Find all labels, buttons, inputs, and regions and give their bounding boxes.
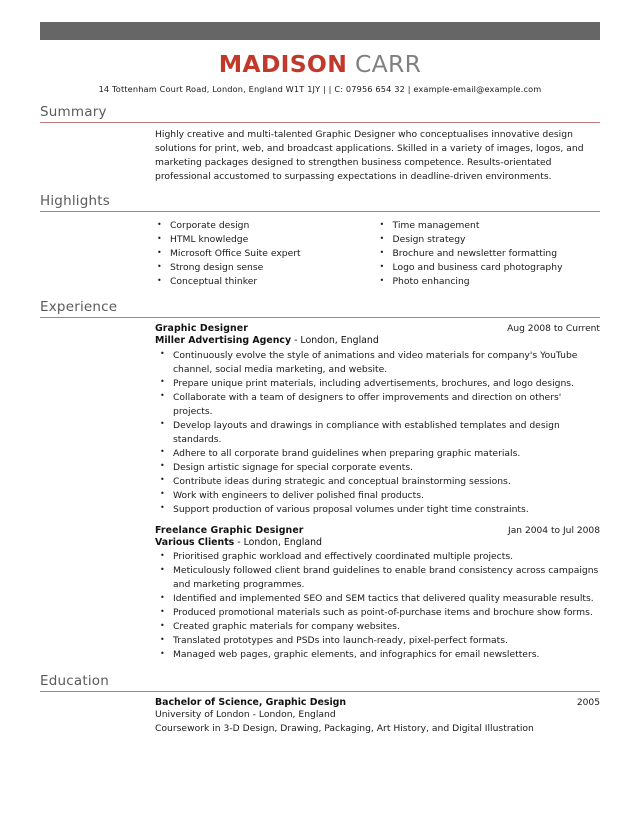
section-highlights — [0, 190, 640, 289]
job-location: - London, England — [291, 335, 379, 347]
resume-header — [0, 50, 640, 94]
education-degree: Bachelor of Science, Graphic Design — [155, 696, 347, 708]
list-item: • Microsoft Office Suite expert — [155, 247, 378, 261]
list-item: • Conceptual thinker — [155, 275, 378, 289]
list-item: • Identified and implemented SEO and SEM tactics that delivered quality measurable results. — [155, 592, 600, 606]
list-item: • Photo enhancing — [378, 275, 601, 289]
section-summary-body — [155, 123, 600, 184]
job-bullet-list — [155, 550, 600, 662]
last-name: CARR — [354, 50, 422, 78]
list-item: • Collaborate with a team of designers to offer improvements and direction on others' projects. — [155, 391, 600, 419]
list-item: • Logo and business card photography — [378, 261, 601, 275]
first-name: MADISON — [218, 50, 348, 78]
list-item: • Corporate design — [155, 219, 378, 233]
list-item: • Work with engineers to deliver polished final products. — [155, 489, 600, 503]
list-item: • Managed web pages, graphic elements, and infographics for email newsletters. — [155, 648, 600, 662]
education-school: University of London - London, England — [155, 708, 336, 720]
section-highlights-title: Highlights — [40, 193, 110, 210]
section-education-head — [40, 670, 600, 692]
highlights-list-left — [155, 219, 378, 289]
highlights-columns — [155, 217, 600, 289]
section-summary-head — [40, 101, 600, 123]
list-item: • Strong design sense — [155, 261, 378, 275]
section-experience — [0, 296, 640, 662]
highlights-column-left — [155, 219, 378, 289]
section-education-title: Education — [40, 673, 110, 690]
education-degree-row — [155, 697, 600, 708]
summary-text: Highly creative and multi-talented Graphic Designer who conceptualises innovative design solutions for print, web, and broadcast applications. Skilled in a variety of images, logos, and marketing packages designed to strengthen business competence. Results-orientated professional accustomed to surpassing expectations in deadline-driven environments. — [155, 128, 584, 182]
education-year: 2005 — [576, 697, 600, 708]
job-company-row — [155, 536, 600, 550]
job-title-row — [155, 525, 600, 536]
section-summary — [0, 101, 640, 184]
section-highlights-head — [40, 190, 600, 212]
section-experience-body — [155, 318, 600, 662]
list-item: • Brochure and newsletter formatting — [378, 247, 601, 261]
job-company: Various Clients — [155, 536, 235, 548]
highlights-list-right — [378, 219, 601, 289]
experience-entry — [155, 525, 600, 663]
job-company-row — [155, 334, 600, 348]
list-item: • Design artistic signage for special corporate events. — [155, 461, 600, 475]
list-item: • Contribute ideas during strategic and conceptual brainstorming sessions. — [155, 475, 600, 489]
resume-content — [0, 50, 640, 736]
highlights-column-right — [378, 219, 601, 289]
list-item: • Prepare unique print materials, including advertisements, brochures, and logo designs. — [155, 377, 600, 391]
job-company: Miller Advertising Agency — [155, 335, 292, 347]
list-item: • Created graphic materials for company websites. — [155, 620, 600, 634]
list-item: • Develop layouts and drawings in compliance with established templates and design standards. — [155, 419, 600, 447]
list-item: • Design strategy — [378, 233, 601, 247]
list-item: • Support production of various proposal volumes under tight time constraints. — [155, 503, 600, 517]
list-item: • Adhere to all corporate brand guidelines when preparing graphic materials. — [155, 447, 600, 461]
education-coursework: Coursework in 3-D Design, Drawing, Packaging, Art History, and Digital Illustration — [155, 722, 534, 734]
job-dates: Aug 2008 to Current — [507, 324, 600, 335]
list-item: • Translated prototypes and PSDs into launch-ready, pixel-perfect formats. — [155, 634, 600, 648]
experience-entry — [155, 323, 600, 516]
section-experience-title: Experience — [40, 299, 118, 316]
job-title: Graphic Designer — [155, 323, 248, 335]
job-title-row — [155, 323, 600, 334]
section-experience-head — [40, 296, 600, 318]
section-education — [0, 670, 640, 735]
job-bullet-list — [155, 349, 600, 517]
education-entry — [155, 697, 600, 736]
section-summary-title: Summary — [40, 103, 107, 120]
contact-line: 14 Tottenham Court Road, London, England W1T 1JY | | C: 07956 654 32 | example-email@example.com — [98, 83, 542, 94]
list-item: • Produced promotional materials such as point-of-purchase items and brochure show forms. — [155, 606, 600, 620]
list-item: • Meticulously followed client brand guidelines to enable brand consistency across campaigns and marketing programmes. — [155, 564, 600, 592]
full-name — [0, 52, 640, 77]
list-item: • Time management — [378, 219, 601, 233]
section-highlights-body — [155, 212, 600, 289]
list-item: • Prioritised graphic workload and effectively coordinated multiple projects. — [155, 550, 600, 564]
header-accent-bar — [40, 22, 600, 40]
list-item: • HTML knowledge — [155, 233, 378, 247]
section-education-body — [155, 692, 600, 736]
job-dates: Jan 2004 to Jul 2008 — [508, 525, 600, 536]
list-item: • Continuously evolve the style of animations and video materials for company's YouTube channel, social media marketing, and website. — [155, 349, 600, 377]
job-location: - London, England — [234, 536, 322, 548]
job-title: Freelance Graphic Designer — [155, 524, 304, 536]
